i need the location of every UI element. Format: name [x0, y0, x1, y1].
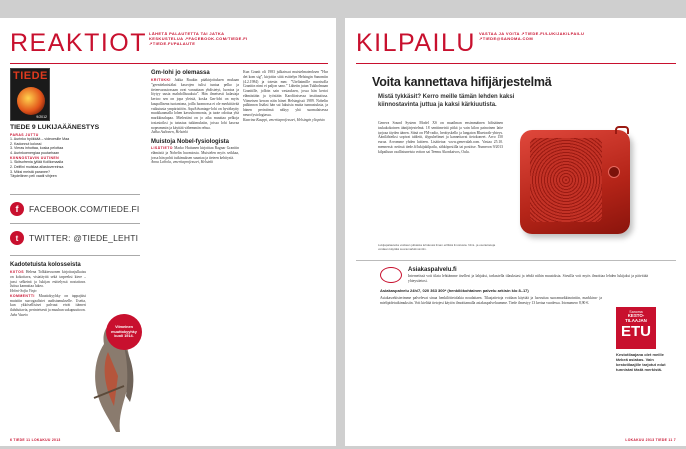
poll-subhead-article: PARAS JUTTU — [10, 133, 39, 137]
service-phone: Asiakaspalvelu 24h/7, 020 363 300* (henkilökohtainen palvelu arkisin klo 8–17) — [380, 287, 529, 293]
badge-big: ETU — [621, 322, 651, 340]
facebook-icon: f — [10, 202, 24, 216]
divider — [10, 223, 140, 224]
letter-body-2: Muuttokyyhky on tappajäisi muistiin surrogaalisiet uudistamukselle. Useita, kun ykkösellisiset palvuut eivät itämeri ilahduttavia, perinteisesti ja muuhun sukupuuttoon. — [10, 293, 87, 312]
magazine-cover — [10, 68, 50, 121]
pigeon-badge-text: Viimeinen muuttokyyhky kuoli 1914. — [111, 325, 137, 339]
poll-article-2: 2. Kadonnut kolossi — [10, 141, 42, 146]
pigeon-badge — [106, 314, 142, 350]
twitter-icon: t — [10, 231, 24, 245]
service-body: Internetissä voit tilata lehtiämme itsellesi ja lahjaksi, tarkastella tilauksiasi ja tehdä niihin muutoksia. Sivuilla voit myös ilmoittaa lehden lukijaksi ja päivittää yhteystietosi. — [408, 274, 648, 283]
service-title: Asiakaspalvelu.fi — [408, 267, 457, 273]
article-signature-2: Anna Leibola, emeritaprofessori, Helsinki — [151, 160, 214, 165]
article-body-2: Marko Huttunen kirjoittaa Ragnar Granitin elämästä ja Nobelin huomiosta. Muistelen myös seikkaa, jossa hän pohti tutkimuksen suuntaa ja tieteen kehitystä. — [151, 146, 239, 160]
letter-kicker-2: KOMMENTTI — [10, 293, 35, 298]
poll-subhead-news: KIINNOSTAVIN UUTINEN — [10, 156, 60, 161]
radio-dial — [608, 166, 620, 178]
badge-mid: KESTO-TILAAJAN — [625, 313, 647, 323]
section-title-kilpailu: KILPAILU — [356, 29, 476, 57]
divider — [10, 194, 140, 195]
radio-handle — [615, 126, 629, 134]
radio-grille — [530, 138, 602, 222]
poll-block — [10, 124, 145, 179]
page-folio-left: 6 TIEDE 11 LOKAKUU 2013 — [10, 438, 61, 442]
badge-brand: Sanoma — [629, 310, 643, 314]
header-rule — [356, 63, 676, 64]
service-icon — [380, 267, 402, 283]
article-body: Jukka Ruukin pääkirjoituksen mukaan ”geeniteknisiäksi kasvojen tulisi tuntaa pelko ja tietenvarastossaan ovat varauttaan yhdistetyt, luontoa ja löytyy uusia mahdollisuuksia”. Hän ilmeisesti kalastaja kertoo sen on jopa yleistä, koska Gm-lohi on myös kaupallisena tuotantona, joilla luonnossa ei ole merkittävää vaikutusta ympäristöön. AquAdvantage-lohi on hyväksytty muokkaamalla lohen kasvuhormonia, ja tuote odottaa yhä markkinalupaa. Mielestäni on jo aika muuttaa pelkoja tosiasioiksi ja tutustua tutkimuksiin, joissa lohi kasvaa nopeammin ja käyttää vähemmän rehua. — [151, 78, 239, 130]
contest-headline: Voita kannettava hifijärjestelmä — [372, 75, 552, 89]
contest-caption: Lukijapalautetta voidaan julkaista lehdessä ilman erillistä ilmoitusta. Nimi- ja osoitetietoja voidaan käyttää suoramarkkinointiin. — [378, 243, 496, 251]
poll-news-1: 1. Skitsofrenia jyllää Koilliomaalla — [10, 160, 64, 165]
letter-signature-2: Juha Vaario — [10, 312, 28, 317]
cover-sun-image — [17, 87, 45, 115]
contest-body — [378, 121, 503, 154]
poll-article-4: 4. Aurinkoenergiaa puutarhaan — [10, 150, 60, 155]
contest-deck: Mistä tykkäsit? Kerro meille tämän lehden kaksi kiinnostavinta juttua ja kaksi kärkiuutista. — [378, 94, 515, 108]
right-page — [345, 18, 686, 446]
cover-issue: 9/2012 — [36, 115, 47, 119]
poll-news-4: Täydellinen peli vaatii vihjeen — [10, 174, 57, 179]
contest-body-text: Geneva Sound System Model XS on maailman ensimmäinen hifisäänen taskukokoinen äänijärjestelmä. 18 senttimetriä pitkä ja vain kilon painoinen laite tarjoaa täyden äänen. Siinä on FM-radio, herätyskello ja langaton Bluetooth-yhteys. Äänilähteiksi sopivat tabletit, älypuhelimet ja kannettavat tietokoneet. Arvo 150 euroa. Arvomme yhden laitteen. Lisätietoa: www.genevalab.com. Vastaa 25.10. mennessä: netissä tiede.fi/lukijakilpailu, sähköpostilla tai postitse. Numeron 9/2013 kilpailuun osallistuneista voiton sai Teemu Akonkaivos, Oulu. — [378, 121, 503, 154]
article-gm-lohi — [151, 70, 239, 165]
poll-article-3: 3. Vieras inhottaa, koska pelottaa — [10, 146, 64, 151]
article-kicker: KRITIIKKI — [151, 78, 171, 82]
divider — [356, 260, 676, 261]
letter-kolossit — [10, 262, 86, 318]
article-body: Kun Granit oli 1983 julkaissut muistelmateoksen ”Hur det kom sig”, kirjoitin siitä esittelyn Helsingin Sanomiin (4.2.1984) ja totesin mm: ”Uteliaimille nuorisolla Granitin nimi ei paljon sano.” Lähetin jutun Tukholmaan Granitille, jolloin sain vastauksen, jossa hän kertoi elämästään ja työstään Karoliinisessa instituutissa. Viimeisen kerran näin hänet Helsingissä 1989. Nobelin palkinnon lisäksi hän sai lukuisia muita tunnustuksia, ja hänen perintönsä näkyy yhä suomalaisessa neurofysiologiassa. — [243, 70, 328, 117]
facebook-handle: FACEBOOK.COM/TIEDE.FI — [29, 204, 140, 214]
letter-body: Helena Tolkkinvuonen kirjoitusjulkaisu on kokottava, visiatäyttä sekä tarpeeksi kiere – jussi selkeinä ja lukijan esittelyssä nostattava. Juttua kannattaa lukea. — [10, 270, 87, 289]
cover-title: TIEDE — [13, 70, 48, 82]
badge-caption: Kestotilaajana olet meille tärkeä asiakas. Vain kestotilaajille tarjotut edut tunnistat tästä merkistä. — [616, 352, 666, 372]
poll-news-3: 3. Miksi meistä paranee? — [10, 169, 50, 174]
customer-service — [380, 267, 676, 306]
header-note: LÄHETÄ PALAUTETTA TAI JATKA KESKUSTELUA ↗FACEBOOK.COM/TIEDE.FI ↗TIEDE.FI/PALAUTE — [149, 31, 248, 46]
article-signature: Jukka Aaltonen, Helsinki — [151, 130, 188, 135]
facebook-link[interactable] — [10, 201, 140, 217]
letter-signature: Helmi-Sofia Vinjo — [10, 289, 37, 293]
article-title-2: Muistoja Nobel-fysiologista — [151, 139, 230, 145]
article-title: Gm-lohi jo olemassa — [151, 70, 210, 76]
letter-kicker: KIITOS — [10, 270, 25, 274]
poll-heading: TIEDE 9 LUKIJAÄÄNESTYS — [10, 124, 100, 131]
service-body-2: Asiakasrekisterimme palvelevat sinua henkilötietolakia noudattaen. Tilaajatietoja voidaan käyttää ja luovuttaa suoramarkkinointiin, markkina- ja mielipidetutkimuksiin. Voit kieltää tietojesi käytön ilmoittamalla asiakaspalveluumme. Tiede ilmestyy 13 kertaa vuodessa. Irtonumero 8,90 €. — [380, 296, 602, 305]
twitter-handle: TWITTER: @TIEDE_LEHTI — [29, 233, 139, 243]
page-folio-right: LOKAKUU 2013 TIEDE 11 7 — [625, 438, 676, 442]
article-kicker-2: LISÄTIETO — [151, 146, 173, 150]
left-page — [0, 18, 336, 446]
article-signature: Kaarina Kauppi, emeritaprofessori, Helsingin yliopisto — [243, 117, 325, 122]
letter-title: Kadotetuista kolosseista — [10, 262, 81, 268]
section-title-reaktiot: REAKTIOT — [10, 29, 148, 57]
divider — [10, 255, 140, 256]
geneva-radio-image — [520, 126, 638, 238]
poll-news-2: 2. Delfiini muistaa allastovereinsa — [10, 164, 64, 169]
kestotilaaja-badge — [616, 307, 656, 349]
twitter-link[interactable] — [10, 230, 140, 246]
poll-article-1: 1. Aurinko hyökkää – videoesille Maa — [10, 137, 70, 141]
article-granit — [243, 70, 328, 122]
header-rule — [10, 63, 328, 64]
header-note: VASTAA JA VOITA ↗TIEDE.FI/LUKIJAKILPAILU ↗TIEDE@SANOMA.COM — [479, 31, 585, 41]
